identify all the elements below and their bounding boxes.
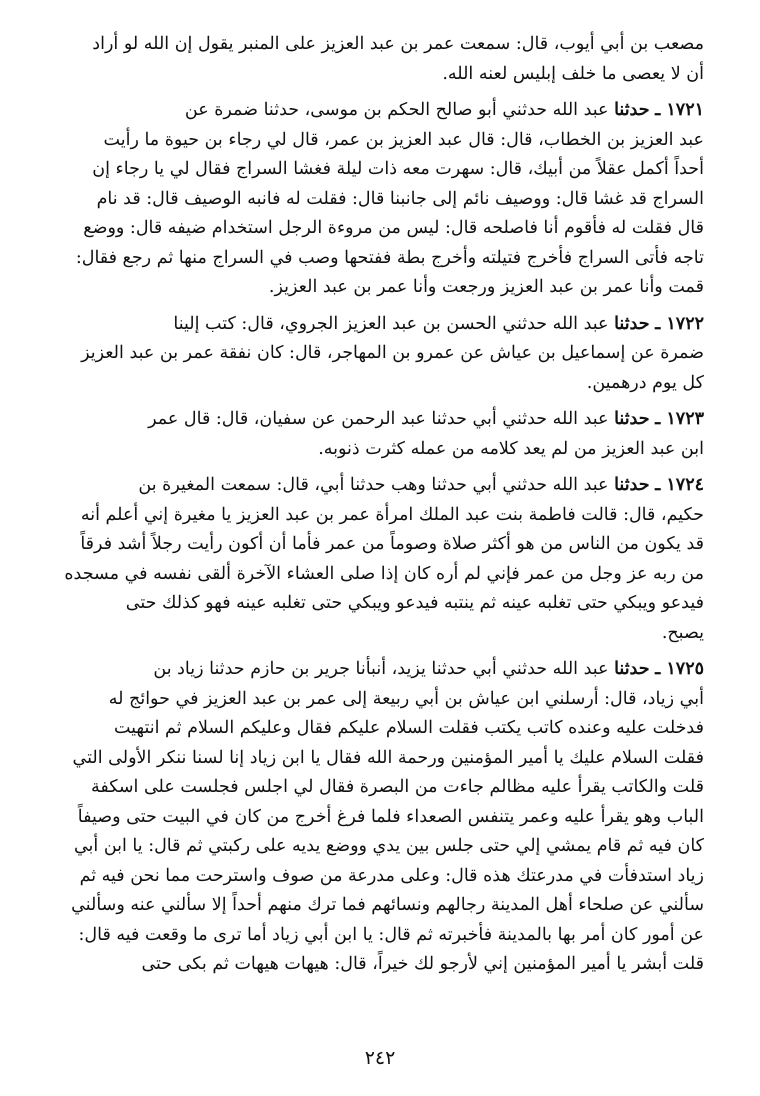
line-text: أبي زياد، قال: أرسلني ابن عياش بن أبي ربيعة إلى عمر بن عبد العزيز في حوائج له (108, 688, 704, 709)
hadith-paragraph (60, 405, 704, 464)
hadith-number: ١٧٢١ ـ (655, 100, 704, 120)
text-line (60, 891, 704, 921)
line-text: كان فيه ثم قام يمشي إلي حتى جلس بين يدي ووضع يديه على ركبتي ثم قال: يا ابن أبي (73, 836, 704, 856)
narration-keyword: حدثنا (614, 409, 650, 429)
line-text: مصعب بن أبي أيوب، قال: سمعت عمر بن عبد العزيز على المنبر يقول إن الله لو أراد (92, 34, 704, 54)
narration-keyword: حدثنا (614, 100, 650, 120)
text-line (60, 273, 704, 303)
line-text: السراج قد غشا قال: ووصيف نائم إلى جانبنا قال: فقلت له فانبه الوصيف قال: قد نام (96, 188, 704, 209)
line-text: فدخلت عليه وعنده كاتب يكتب فقلت السلام عليكم فقال وعليكم السلام ثم انتهيت (113, 718, 704, 738)
text-line (60, 773, 704, 803)
text-line (60, 369, 704, 399)
line-text: سألني عن صلحاء أهل المدينة رجالهم ونسائهم فما ترك منهم أحداً إلا سألني عنه وسألني (71, 895, 704, 915)
text-line (60, 435, 704, 465)
text-line (60, 803, 704, 833)
line-text: أحداً أكمل عقلاً من أبيك، قال: سهرت معه ذات ليلة فغشا السراج فقال لي يا رجاء إن (92, 159, 704, 179)
line-text: ابن عبد العزيز من لم يعد كلامه من عمله كثرت ذنوبه. (318, 438, 704, 459)
line-text: حكيم، قال: قالت فاطمة بنت عبد الملك امرأة عمر بن عبد العزيز يا مغيرة إني أعلم أنه (80, 504, 704, 525)
text-line (60, 589, 704, 619)
text-line (60, 832, 704, 862)
line-text: قلت والكاتب يقرأ عليه مظالم جاءت من البصرة فقال لي اجلس فجلست على اسكفة (90, 777, 704, 797)
line-text: عن أمور كان أمر بها بالمدينة فأخبرته ثم قال: يا ابن أبي زياد أما ترى ما وقعت فيه قال: (78, 924, 704, 945)
narration-keyword: حدثنا (614, 313, 650, 334)
text-line (60, 685, 704, 715)
text-line (60, 60, 704, 90)
text-line (60, 619, 704, 649)
line-text: فقلت السلام عليك يا أمير المؤمنين ورحمة الله فقال يا ابن زياد إنا لسنا ننكر الأولى التي (72, 747, 704, 768)
line-text: عبد الله حدثني أبي حدثنا يزيد، أنبأنا جرير بن حازم حدثنا زياد بن (153, 659, 609, 679)
text-line (60, 126, 704, 156)
line-text: ضمرة عن إسماعيل بن عياش عن عمرو بن المهاجر، قال: كان نفقة عمر بن عبد العزيز (81, 343, 704, 363)
narration-keyword: حدثنا (614, 659, 650, 679)
text-line (60, 244, 704, 274)
text-line (60, 655, 704, 685)
hadith-paragraph (60, 471, 704, 648)
text-line (60, 471, 704, 501)
line-text: من ربه عز وجل من عمر فإني لم أره كان إذا صلى العشاء الآخرة ألقى نفسه في مسجده (64, 563, 704, 584)
line-text: عبد العزيز بن الخطاب، قال: قال عبد العزيز بن عمر، قال لي رجاء بن حيوة ما رأيت (103, 129, 704, 150)
text-line (60, 501, 704, 531)
line-text: فيدعو ويبكي حتى تغلبه عينه ثم ينتبه فيدعو ويبكي حتى تغلبه عينه فهو كذلك حتى (125, 593, 704, 613)
text-line (60, 214, 704, 244)
hadith-paragraph (60, 30, 704, 89)
hadith-paragraph (60, 310, 704, 399)
text-line (60, 862, 704, 892)
line-text: زياد استدفأت في مدرعتك هذه قال: وعلى مدرعة من صوف واسترحت مما نحن فيه ثم (79, 865, 704, 886)
line-text: عبد الله حدثني الحسن بن عبد العزيز الجروي، قال: كتب إلينا (173, 313, 609, 334)
line-text: عبد الله حدثني أبي حدثنا وهب حدثنا أبي، قال: سمعت المغيرة بن (138, 475, 609, 495)
text-line (60, 155, 704, 185)
text-line (60, 96, 704, 126)
line-text: قد يكون من الناس من هو أكثر صلاة وصوماً من عمر فأما أن أكون رأيت رجلاً أشد فرقاً (80, 534, 704, 554)
text-line (60, 560, 704, 590)
text-body (60, 30, 704, 980)
line-text: قال فقلت له فأقوم أنا فاصلحه قال: ليس من مروءة الرجل استخدام ضيفه قال: ووضع (83, 218, 704, 238)
hadith-number: ١٧٢٢ ـ (655, 313, 704, 334)
narration-keyword: حدثنا (614, 475, 650, 495)
line-text: يصبح. (661, 622, 704, 643)
hadith-number: ١٧٢٥ ـ (655, 659, 704, 679)
hadith-paragraph (60, 655, 704, 980)
hadith-number: ١٧٢٤ ـ (655, 475, 704, 495)
line-text: أن لا يعصى ما خلف إبليس لعنه الله. (442, 63, 704, 84)
line-text: الباب وهو يقرأ عليه وعمر يتنفس الصعداء فلما فرغ أخرج من كان في البيت حتى وصيفاً (77, 806, 704, 827)
text-line (60, 310, 704, 340)
line-text: كل يوم درهمين. (586, 372, 704, 393)
line-text: قمت وأنا عمر بن عبد العزيز ورجعت وأنا عمر بن عبد العزيز. (268, 277, 704, 297)
text-line (60, 744, 704, 774)
hadith-paragraph (60, 96, 704, 303)
line-text: قلت أبشر يا أمير المؤمنين إني لأرجو لك خيراً، قال: هيهات هيهات ثم بكى حتى (141, 954, 704, 974)
page-number: ٢٤٢ (364, 1047, 396, 1069)
line-text: عبد الله حدثني أبو صالح الحكم بن موسى، حدثنا ضمرة عن (184, 100, 609, 120)
text-line (60, 530, 704, 560)
hadith-number: ١٧٢٣ ـ (655, 409, 704, 429)
text-line (60, 921, 704, 951)
line-text: تاجه فأتى السراج فأخرج فتيلته وأخرج بطة ففتحها وصب في السراج منها ثم رجع فقال: (75, 247, 704, 268)
text-line (60, 950, 704, 980)
text-line (60, 405, 704, 435)
text-line (60, 185, 704, 215)
text-line (60, 30, 704, 60)
line-text: عبد الله حدثني أبي حدثنا عبد الرحمن عن سفيان، قال: قال عمر (148, 409, 609, 429)
text-line (60, 714, 704, 744)
text-line (60, 339, 704, 369)
